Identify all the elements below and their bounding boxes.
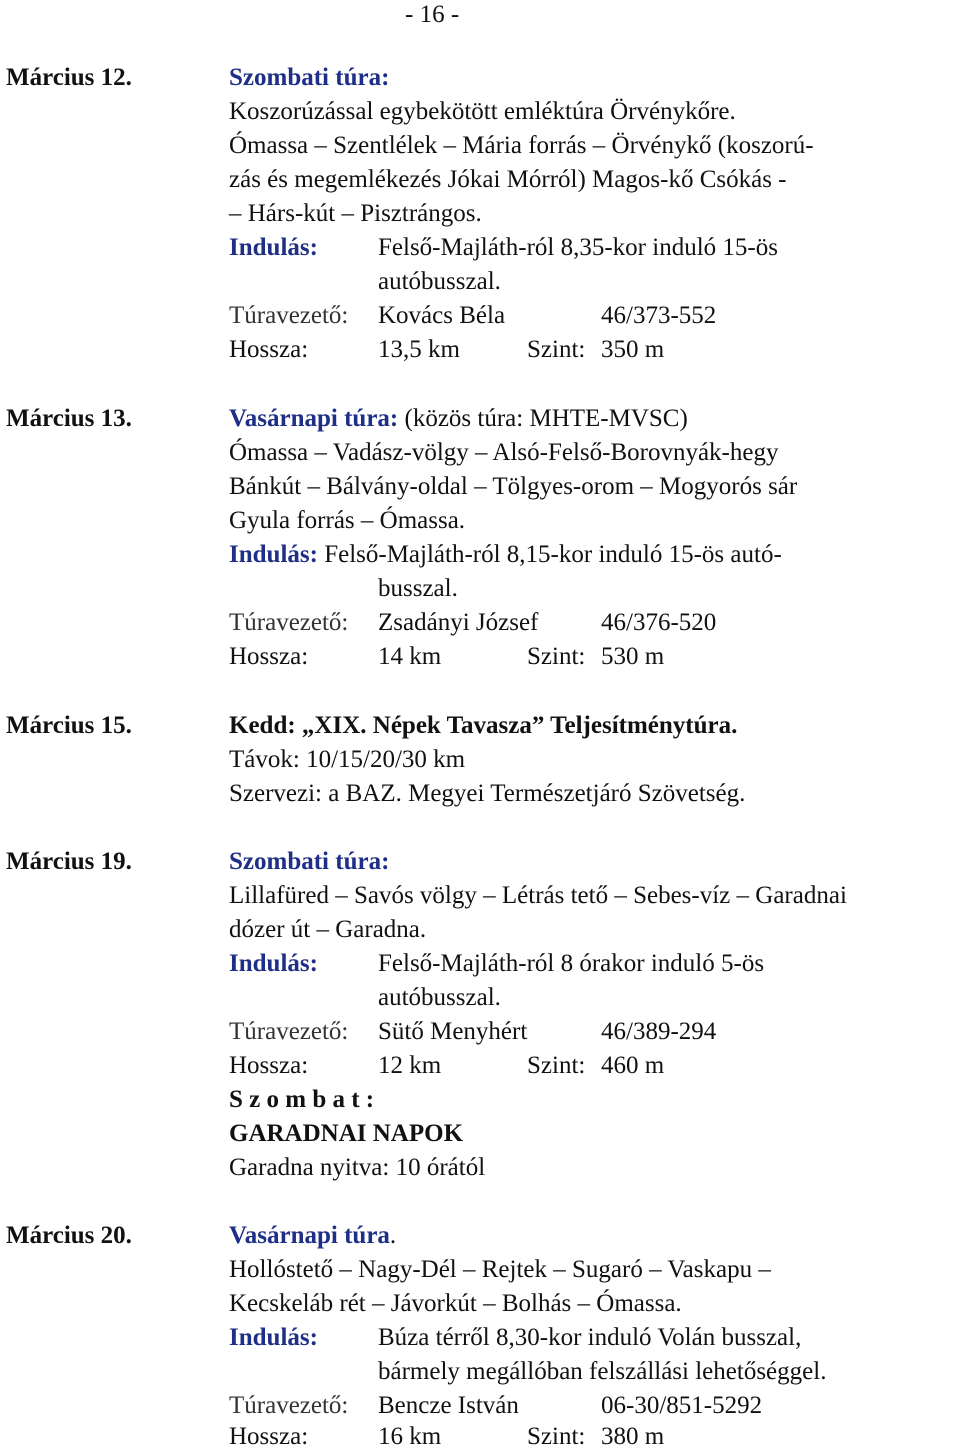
guide-label: Túravezető: bbox=[229, 1018, 349, 1045]
info-line: Szervezi: a BAZ. Megyei Természetjáró Szövetség. bbox=[229, 780, 746, 807]
guide-name: Sütő Menyhért bbox=[378, 1018, 528, 1045]
guide-name: Bencze István bbox=[378, 1392, 519, 1419]
entry-date: Március 20. bbox=[6, 1222, 132, 1249]
level-label: Szint: bbox=[527, 1052, 586, 1079]
departure-text: Felső-Majláth-ról 8 órakor induló 5-ös bbox=[378, 950, 765, 977]
level-value: 380 m bbox=[601, 1423, 665, 1450]
route-line: dózer út – Garadna. bbox=[229, 916, 427, 943]
departure-text: Felső-Majláth-ról 8,35-kor induló 15-ös bbox=[378, 234, 778, 261]
level-label: Szint: bbox=[527, 1423, 586, 1450]
entry-date: Március 19. bbox=[6, 848, 132, 875]
departure-label: Indulás: bbox=[229, 234, 318, 261]
route-line: Koszorúzással egybekötött emléktúra Örvénykőre. bbox=[229, 98, 736, 125]
entry-date: Március 13. bbox=[6, 405, 132, 432]
length-value: 13,5 km bbox=[378, 336, 460, 363]
route-line: Lillafüred – Savós völgy – Létrás tető – Sebes-víz – Garadnai bbox=[229, 882, 847, 909]
entry-heading: Szombati túra: bbox=[229, 64, 390, 91]
level-label: Szint: bbox=[527, 336, 586, 363]
event-title: GARADNAI NAPOK bbox=[229, 1120, 464, 1147]
guide-phone: 46/376-520 bbox=[601, 609, 717, 636]
level-value: 460 m bbox=[601, 1052, 665, 1079]
guide-name: Zsadányi József bbox=[378, 609, 539, 636]
guide-phone: 06-30/851-5292 bbox=[601, 1392, 763, 1419]
length-label: Hossza: bbox=[229, 1052, 309, 1079]
entry-heading: Kedd: „XIX. Népek Tavasza” Teljesítménytúra. bbox=[229, 712, 738, 739]
page-number: - 16 - bbox=[405, 1, 460, 28]
level-value: 530 m bbox=[601, 643, 665, 670]
length-value: 12 km bbox=[378, 1052, 442, 1079]
route-line: zás és megemlékezés Jókai Mórról) Magos-kő Csókás - bbox=[229, 166, 787, 193]
departure-label: Indulás: bbox=[229, 950, 318, 977]
route-line: Hollóstető – Nagy-Dél – Rejtek – Sugaró – Vaskapu – bbox=[229, 1256, 771, 1283]
saturday-label: S z o m b a t : bbox=[229, 1086, 375, 1113]
route-line: Ómassa – Vadász-völgy – Alsó-Felső-Borovnyák-hegy bbox=[229, 439, 779, 466]
departure-text: bármely megállóban felszállási lehetőséggel. bbox=[378, 1358, 827, 1385]
entry-heading: Vasárnapi túra: bbox=[229, 405, 399, 432]
entry-date: Március 15. bbox=[6, 712, 132, 739]
guide-label: Túravezető: bbox=[229, 609, 349, 636]
route-line: Gyula forrás – Ómassa. bbox=[229, 507, 466, 534]
departure-text: autóbusszal. bbox=[378, 984, 501, 1011]
departure-label: Indulás: bbox=[229, 1324, 318, 1351]
length-label: Hossza: bbox=[229, 336, 309, 363]
event-note: Garadna nyitva: 10 órától bbox=[229, 1154, 486, 1181]
route-line: Ómassa – Szentlélek – Mária forrás – Örvénykő (koszorú- bbox=[229, 132, 814, 159]
level-value: 350 m bbox=[601, 336, 665, 363]
departure-text: Felső-Majláth-ról 8,15-kor induló 15-ös autó- bbox=[324, 541, 782, 568]
guide-phone: 46/389-294 bbox=[601, 1018, 717, 1045]
entry-heading-line bbox=[229, 404, 688, 434]
length-value: 14 km bbox=[378, 643, 442, 670]
heading-suffix: (közös túra: MHTE-MVSC) bbox=[404, 405, 688, 432]
route-line: – Hárs-kút – Pisztrángos. bbox=[229, 200, 482, 227]
departure-label: Indulás: bbox=[229, 541, 318, 568]
level-label: Szint: bbox=[527, 643, 586, 670]
departure-text: autóbusszal. bbox=[378, 268, 501, 295]
entry-heading: Vasárnapi túra bbox=[229, 1222, 390, 1249]
info-line: Távok: 10/15/20/30 km bbox=[229, 746, 466, 773]
guide-label: Túravezető: bbox=[229, 302, 349, 329]
guide-label: Túravezető: bbox=[229, 1392, 349, 1419]
route-line: Kecskeláb rét – Jávorkút – Bolhás – Ómassa. bbox=[229, 1290, 682, 1317]
departure-text: busszal. bbox=[378, 575, 458, 602]
entry-date: Március 12. bbox=[6, 64, 132, 91]
route-line: Bánkút – Bálvány-oldal – Tölgyes-orom – Mogyorós sár bbox=[229, 473, 798, 500]
length-value: 16 km bbox=[378, 1423, 442, 1450]
entry-heading-line bbox=[229, 1221, 396, 1251]
guide-phone: 46/373-552 bbox=[601, 302, 717, 329]
guide-name: Kovács Béla bbox=[378, 302, 506, 329]
length-label: Hossza: bbox=[229, 643, 309, 670]
departure-line bbox=[229, 540, 782, 570]
length-label: Hossza: bbox=[229, 1423, 309, 1450]
entry-heading: Szombati túra: bbox=[229, 848, 390, 875]
departure-text: Búza térről 8,30-kor induló Volán busszal, bbox=[378, 1324, 802, 1351]
heading-suffix: . bbox=[389, 1222, 397, 1249]
